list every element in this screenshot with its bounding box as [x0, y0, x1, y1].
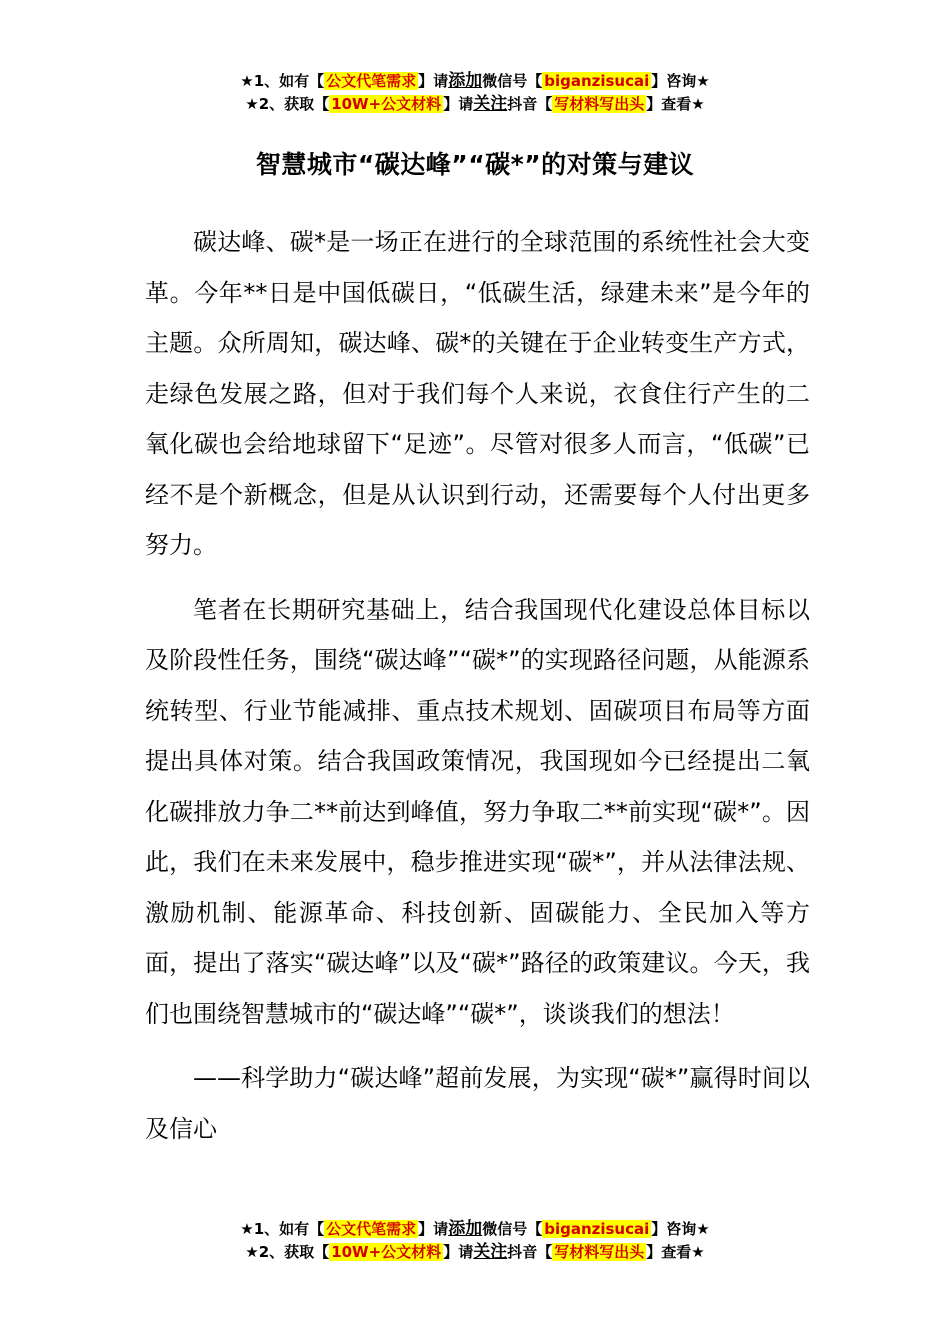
- underlined-text: 关注: [473, 1242, 508, 1262]
- underlined-text: 关注: [473, 94, 508, 114]
- footer-banner: [0, 1218, 950, 1264]
- highlight-wechat-id: biganzisucai: [544, 1220, 650, 1238]
- highlight-wechat-id: biganzisucai: [544, 72, 650, 90]
- document-body: [145, 217, 810, 1168]
- page-title: 智慧城市“碳达峰”“碳*”的对策与建议: [255, 150, 695, 179]
- highlight-service: 公文代笔需求: [326, 1220, 417, 1238]
- paragraph: 碳达峰、碳*是一场正在进行的全球范围的系统性社会大变革。今年**日是中国低碳日，“低碳生活，绿建未来”是今年的主题。众所周知，碳达峰、碳*的关键在于企业转变生产方式，走绿色发展之路，但对于我们每个人来说，衣食住行产生的二氧化碳也会给地球留下“足迹”。尽管对很多人而言，“低碳”已经不是个新概念，但是从认识到行动，还需要每个人付出更多努力。: [145, 228, 810, 559]
- banner-line-2: ★2、获取【 10W+公文材料 】请关注抖音【 写材料写出头 】查看★: [245, 1242, 705, 1262]
- underlined-text: 添加: [448, 71, 483, 91]
- underlined-text: 添加: [448, 1219, 483, 1239]
- header-banner: [0, 70, 950, 116]
- highlight-douyin: 写材料写出头: [554, 95, 645, 113]
- highlight-materials: 10W+公文材料: [331, 1243, 442, 1261]
- paragraph: 笔者在长期研究基础上，结合我国现代化建设总体目标以及阶段性任务，围绕“碳达峰”“碳*”的实现路径问题，从能源系统转型、行业节能减排、重点技术规划、固碳项目布局等方面提出具体对策。结合我国政策情况，我国现如今已经提出二氧化碳排放力争二**前达到峰值，努力争取二**前实现“碳*”。因此，我们在未来发展中，稳步推进实现“碳*”，并从法律法规、激励机制、能源革命、科技创新、固碳能力、全民加入等方面，提出了落实“碳达峰”以及“碳*”路径的政策建议。今天，我们也围绕智慧城市的“碳达峰”“碳*”，谈谈我们的想法！: [145, 595, 810, 1028]
- highlight-service: 公文代笔需求: [326, 72, 417, 90]
- highlight-materials: 10W+公文材料: [331, 95, 442, 113]
- banner-line-2: ★2、获取【 10W+公文材料 】请关注抖音【 写材料写出头 】查看★: [245, 94, 705, 114]
- paragraph: ——科学助力“碳达峰”超前发展，为实现“碳*”赢得时间以及信心: [145, 1064, 810, 1143]
- highlight-douyin: 写材料写出头: [554, 1243, 645, 1261]
- banner-line-1: ★1、如有【 公文代笔需求 】请添加微信号【 biganzisucai 】咨询★: [240, 1219, 710, 1239]
- banner-line-1: ★1、如有【 公文代笔需求 】请添加微信号【 biganzisucai 】咨询★: [240, 71, 710, 91]
